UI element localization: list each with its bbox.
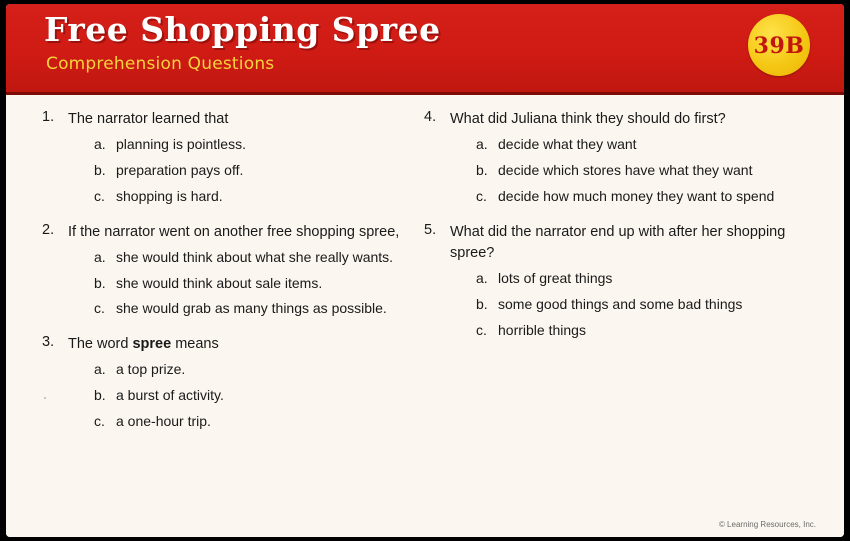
question-4	[424, 109, 824, 206]
option-c[interactable]	[94, 412, 432, 431]
page-subtitle: Comprehension Questions	[46, 54, 275, 74]
option-text: horrible things	[498, 321, 586, 338]
option-letter: c.	[94, 187, 105, 204]
option-letter: b.	[94, 161, 106, 178]
option-text: shopping is hard.	[116, 187, 223, 204]
question-3	[42, 334, 432, 431]
option-text: a top prize.	[116, 361, 186, 378]
questions-column-left	[42, 109, 432, 447]
option-letter: a.	[94, 136, 106, 153]
option-c[interactable]	[94, 299, 432, 318]
option-letter: c.	[94, 413, 105, 430]
option-c[interactable]	[476, 187, 824, 206]
option-letter: b.	[476, 161, 488, 178]
option-a[interactable]	[94, 135, 432, 154]
question-text: What did Juliana think they should do first?	[450, 111, 726, 127]
question-text-bold: spree	[132, 336, 172, 353]
question-number: 3.	[42, 334, 55, 351]
option-a[interactable]	[476, 135, 824, 154]
option-text: decide how much money they want to spend	[498, 187, 775, 204]
option-letter: b.	[94, 387, 106, 404]
question-2	[42, 222, 432, 319]
page-title: Free Shopping Spree	[44, 10, 441, 49]
option-text: some good things and some bad things	[498, 295, 743, 312]
question-1	[42, 109, 432, 206]
question-number: 4.	[424, 109, 437, 125]
option-text: planning is pointless.	[116, 136, 246, 153]
option-a[interactable]	[94, 248, 432, 267]
card-number-label: 39B	[753, 33, 805, 59]
question-text: What did the narrator end up with after her shopping spree?	[450, 223, 786, 261]
option-b[interactable]	[476, 161, 824, 180]
card-header	[6, 4, 844, 95]
option-text: a burst of activity.	[116, 387, 224, 404]
question-text	[68, 336, 219, 352]
option-text: a one-hour trip.	[116, 413, 211, 430]
question-5	[424, 222, 824, 340]
option-text: she would grab as many things as possible.	[116, 300, 387, 317]
option-list	[68, 360, 432, 431]
copyright-notice: © Learning Resources, Inc.	[718, 520, 816, 529]
questions-column-right	[424, 109, 824, 355]
question-text: If the narrator went on another free shopping spree,	[68, 223, 400, 240]
option-c[interactable]	[94, 187, 432, 206]
option-letter: a.	[94, 248, 106, 265]
option-letter: a.	[476, 136, 488, 153]
option-b[interactable]	[476, 295, 824, 314]
option-text: she would think about what she really wants.	[116, 248, 394, 265]
option-text: decide which stores have what they want	[498, 161, 753, 178]
option-text: decide what they want	[498, 136, 637, 153]
option-text: preparation pays off.	[116, 161, 244, 178]
option-list	[68, 135, 432, 206]
question-card	[6, 4, 844, 537]
option-list	[450, 135, 824, 206]
option-text: she would think about sale items.	[116, 274, 323, 291]
option-b[interactable]	[94, 274, 432, 293]
option-list	[450, 269, 824, 340]
option-letter: b.	[94, 274, 106, 291]
question-number: 5.	[424, 221, 437, 238]
option-b[interactable]	[94, 386, 432, 405]
option-letter: c.	[476, 187, 487, 204]
card-number-badge	[748, 14, 810, 76]
question-number: 1.	[42, 109, 55, 125]
option-letter: a.	[476, 269, 488, 286]
question-number: 2.	[42, 221, 55, 238]
option-a[interactable]	[94, 360, 432, 379]
option-letter: a.	[94, 361, 106, 378]
option-a[interactable]	[476, 269, 824, 288]
option-b[interactable]	[94, 161, 432, 180]
option-letter: b.	[476, 295, 488, 312]
card-body	[6, 95, 844, 537]
option-letter: c.	[94, 300, 105, 317]
question-text-prefix: The word	[68, 336, 133, 353]
option-c[interactable]	[476, 321, 824, 340]
question-text: The narrator learned that	[68, 111, 229, 127]
question-text-suffix: means	[171, 336, 219, 353]
option-list	[68, 248, 432, 319]
option-text: lots of great things	[498, 269, 613, 286]
option-letter: c.	[476, 321, 487, 338]
